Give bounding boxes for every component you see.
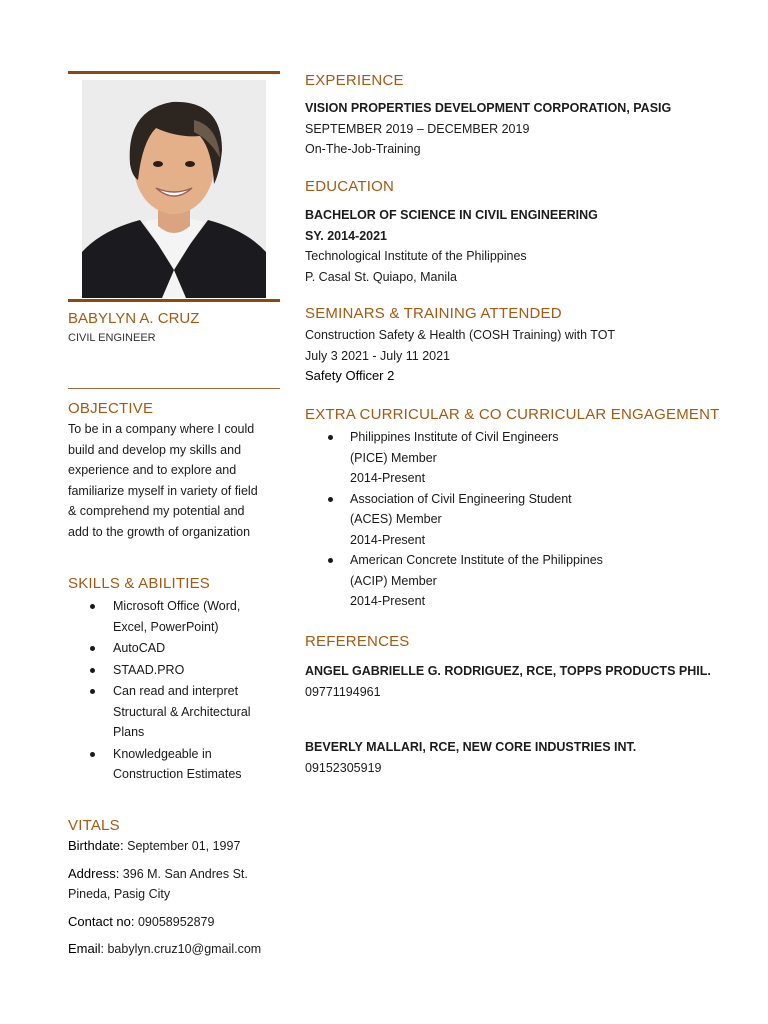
- skill-line: Structural & Architectural: [113, 704, 251, 719]
- reference-2-phone: 09152305919: [305, 760, 382, 775]
- birthdate-label: Birthdate:: [68, 838, 124, 853]
- skill-line: Plans: [113, 725, 145, 739]
- objective-heading: OBJECTIVE: [68, 400, 154, 417]
- education-school: Technological Institute of the Philippines: [305, 249, 527, 263]
- engagement-line: 2014-Present: [350, 471, 426, 485]
- skill-line: Microsoft Office (Word,: [113, 599, 241, 613]
- skill-item: [113, 638, 288, 659]
- skill-line: Excel, PowerPoint): [113, 619, 219, 634]
- education-address: P. Casal St. Quiapo, Manila: [305, 269, 457, 284]
- education-block: [305, 205, 725, 287]
- seminar-line: July 3 2021 - July 11 2021: [305, 348, 451, 363]
- candidate-title: CIVIL ENGINEER: [68, 332, 156, 344]
- address-line-1: 396 M. San Andres St.: [122, 866, 248, 881]
- engagement-line: Association of Civil Engineering Student: [350, 491, 572, 506]
- email-value: : babylyn.cruz10@gmail.com: [100, 942, 262, 956]
- photo-divider: [68, 299, 280, 302]
- objective-text: [68, 419, 288, 542]
- bullet-icon: [328, 558, 333, 563]
- bullet-icon: [328, 497, 333, 502]
- portrait-image: [82, 80, 266, 298]
- experience-block: [305, 98, 725, 160]
- seminars-heading: SEMINARS & TRAINING ATTENDED: [305, 305, 562, 322]
- contact-value: 09058952879: [137, 914, 215, 929]
- seminar-line: Construction Safety & Health (COSH Training) with TOT: [305, 328, 616, 342]
- skills-list: [113, 596, 288, 785]
- address-line-2: Pineda, Pasig City: [68, 887, 171, 901]
- objective-line: To be in a company where I could: [68, 422, 255, 436]
- name-divider: [68, 388, 280, 389]
- contact-row: [68, 912, 288, 933]
- skill-item: [113, 744, 288, 785]
- engagement-line: (PICE) Member: [350, 450, 437, 465]
- address-label: Address:: [68, 865, 120, 881]
- engagement-item: [350, 550, 730, 612]
- reference-1-phone: 09771194961: [305, 684, 381, 699]
- reference-2: [305, 737, 745, 778]
- skill-item: [113, 681, 288, 743]
- birthdate-row: [68, 836, 288, 857]
- reference-1: [305, 661, 745, 702]
- objective-line: & comprehend my potential and: [68, 504, 245, 518]
- objective-line: build and develop my skills and: [68, 442, 242, 457]
- references-heading: REFERENCES: [305, 633, 410, 650]
- reference-1-name: ANGEL GABRIELLE G. RODRIGUEZ, RCE, TOPPS PRODUCTS PHIL.: [305, 664, 711, 678]
- top-divider: [68, 71, 280, 74]
- vitals-heading: VITALS: [68, 817, 120, 834]
- bullet-icon: [90, 668, 95, 673]
- skills-heading: SKILLS & ABILITIES: [68, 575, 211, 592]
- profile-photo: [82, 80, 266, 298]
- extracurricular-list: [350, 427, 730, 612]
- objective-line: familiarize myself in variety of field: [68, 483, 258, 498]
- email-row: [68, 939, 288, 960]
- seminar-line: Safety Officer 2: [305, 368, 395, 383]
- engagement-line: American Concrete Institute of the Philippines: [350, 553, 603, 567]
- engagement-line: (ACIP) Member: [350, 573, 437, 588]
- skill-line: STAAD.PRO: [113, 662, 185, 677]
- skill-item: [113, 660, 288, 681]
- seminars-block: [305, 325, 725, 387]
- engagement-line: Philippines Institute of Civil Engineers: [350, 430, 559, 444]
- bullet-icon: [90, 689, 95, 694]
- education-heading: EDUCATION: [305, 178, 395, 195]
- bullet-icon: [328, 435, 333, 440]
- skill-line: Knowledgeable in: [113, 746, 212, 761]
- bullet-icon: [90, 604, 95, 609]
- candidate-name: BABYLYN A. CRUZ: [68, 310, 200, 327]
- engagement-line: (ACES) Member: [350, 512, 442, 526]
- skill-item: [113, 596, 288, 637]
- engagement-line: 2014-Present: [350, 532, 426, 547]
- education-sy: SY. 2014-2021: [305, 228, 388, 243]
- objective-line: experience and to explore and: [68, 463, 237, 477]
- email-label: Email: [68, 941, 101, 956]
- birthdate-value: September 01, 1997: [127, 839, 241, 853]
- engagement-item: [350, 489, 730, 551]
- skill-line: Construction Estimates: [113, 767, 242, 781]
- engagement-line: 2014-Present: [350, 594, 426, 608]
- bullet-icon: [90, 646, 95, 651]
- education-degree: BACHELOR OF SCIENCE IN CIVIL ENGINEERING: [305, 208, 598, 222]
- address-row: [68, 864, 288, 885]
- extracurricular-heading: EXTRA CURRICULAR & CO CURRICULAR ENGAGEMENT: [305, 406, 720, 423]
- skill-line: AutoCAD: [113, 641, 166, 655]
- skill-line: Can read and interpret: [113, 684, 239, 698]
- contact-label: Contact no:: [68, 913, 135, 929]
- experience-period: SEPTEMBER 2019 – DECEMBER 2019: [305, 121, 530, 136]
- experience-heading: EXPERIENCE: [305, 72, 404, 89]
- bullet-icon: [90, 752, 95, 757]
- vitals-block: [68, 836, 288, 960]
- experience-role: On-The-Job-Training: [305, 142, 421, 156]
- reference-2-name: BEVERLY MALLARI, RCE, NEW CORE INDUSTRIES INT.: [305, 740, 637, 754]
- objective-line: add to the growth of organization: [68, 524, 251, 539]
- engagement-item: [350, 427, 730, 489]
- experience-company: VISION PROPERTIES DEVELOPMENT CORPORATION, PASIG: [305, 101, 672, 115]
